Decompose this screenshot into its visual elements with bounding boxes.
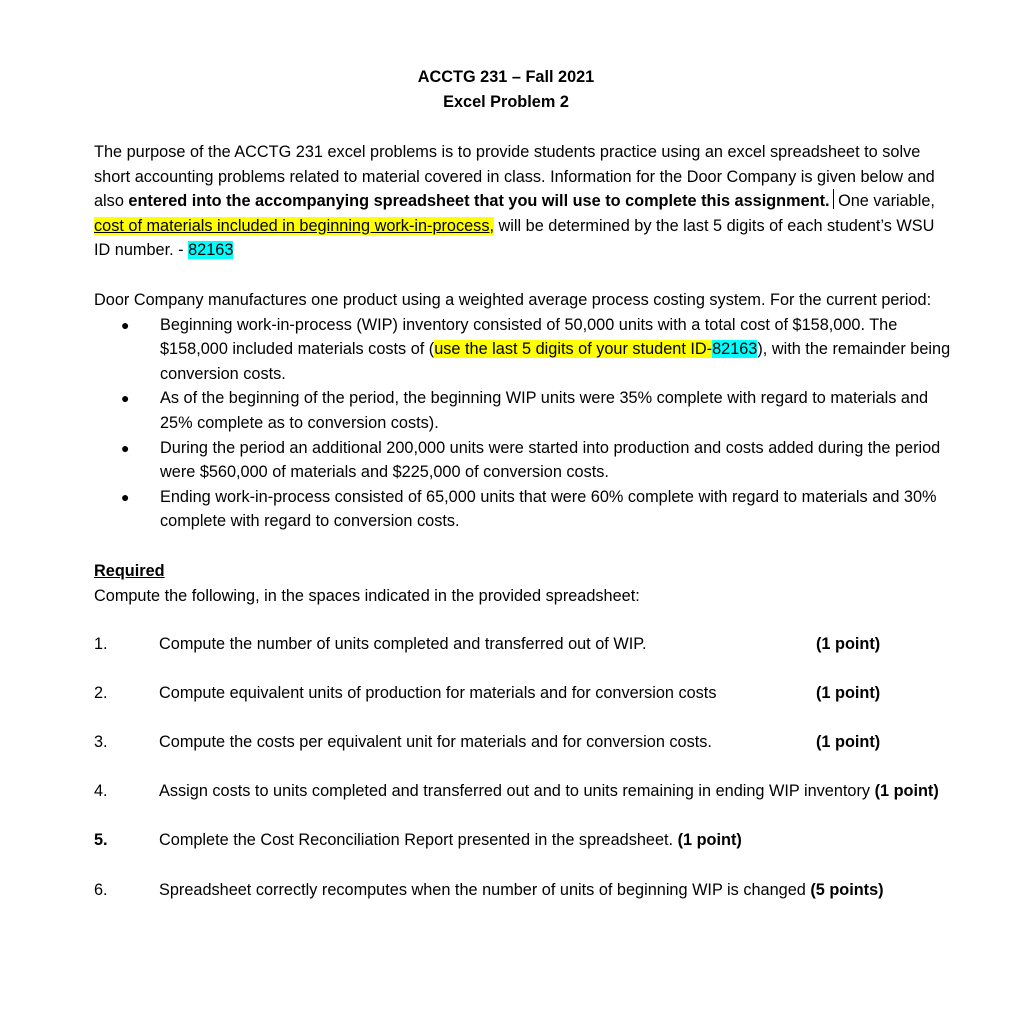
- bullet-icon: ●: [121, 390, 130, 407]
- task-item: [94, 828, 954, 853]
- intro-text-2: One variable,: [833, 192, 935, 211]
- intro-paragraph: [94, 140, 954, 263]
- task-text: Compute equivalent units of production for materials and for conversion costs: [159, 684, 717, 703]
- bullet3-text: During the period an additional 200,000 units were started into production and costs added during the period were $560,000 of materials and $225,000 of conversion costs.: [160, 438, 941, 482]
- bullet1-highlight: use the last 5 digits of your student ID-: [434, 340, 713, 359]
- task-item: [94, 878, 954, 903]
- intro-text-1: The purpose of the ACCTG 231 excel problems is to provide students practice using an excel spreadsheet to solve short accounting problems related to material covered in class. Information for the Door Company is given below and also: [94, 143, 935, 211]
- intro-bold-text: entered into the accompanying spreadsheet that you will use to complete this assignment.: [128, 192, 830, 211]
- task-item: [94, 730, 954, 755]
- required-lead: Compute the following, in the spaces indicated in the provided spreadsheet:: [94, 586, 640, 605]
- task-list: [94, 632, 954, 902]
- task-points: (1 point): [874, 782, 939, 801]
- course-title: ACCTG 231 – Fall 2021: [417, 68, 595, 86]
- task-points: (1 point): [816, 684, 881, 703]
- bullet-icon: ●: [121, 316, 130, 333]
- required-heading: Required: [94, 561, 165, 580]
- task-points: (5 points): [810, 880, 884, 899]
- bullet4-text: Ending work-in-process consisted of 65,000 units that were 60% complete with regard to materials and 30% complete with regard to conversion costs.: [160, 487, 937, 531]
- scenario-lead: Door Company manufactures one product using a weighted average process costing system. For the current period:: [94, 290, 932, 309]
- task-text: Spreadsheet correctly recomputes when the number of units of beginning WIP is changed: [159, 880, 811, 899]
- student-id-highlight: 82163: [188, 241, 234, 260]
- bullet-item: [94, 386, 954, 435]
- problem-title: Excel Problem 2: [443, 93, 569, 111]
- task-text: Compute the number of units completed and transferred out of WIP.: [159, 635, 647, 654]
- highlighted-variable: cost of materials included in beginning work-in-process,: [94, 216, 494, 235]
- bullet-icon: ●: [121, 439, 130, 456]
- task-number: 3.: [94, 733, 108, 752]
- bullet-item: [94, 485, 954, 534]
- task-item: [94, 681, 954, 706]
- task-number: 4.: [94, 782, 108, 801]
- scenario-bullets: [94, 313, 954, 534]
- task-number: 1.: [94, 635, 108, 654]
- task-item: [94, 779, 954, 804]
- document-title: [76, 65, 936, 115]
- task-number: 2.: [94, 684, 108, 703]
- bullet1-student-id: 82163: [712, 340, 758, 359]
- bullet-item: [94, 313, 954, 387]
- intro-text-3: will be determined by the last 5 digits of each student’s WSU ID number. -: [94, 216, 935, 260]
- bullet-icon: ●: [121, 488, 130, 505]
- document-page: [94, 65, 954, 927]
- bullet1-text-b: ), with the remainder being conversion costs.: [160, 340, 951, 383]
- task-points: (1 point): [816, 733, 881, 752]
- bullet2-text: As of the beginning of the period, the beginning WIP units were 35% complete with regard to materials and 25% complete as to conversion costs).: [160, 389, 929, 432]
- task-text: Assign costs to units completed and transferred out and to units remaining in ending WIP inventory: [159, 782, 875, 801]
- task-points: (1 point): [816, 635, 881, 654]
- task-number: 6.: [94, 880, 108, 899]
- task-item: [94, 632, 954, 657]
- task-points: (1 point): [677, 831, 742, 850]
- bullet-item: [94, 436, 954, 485]
- task-text: Complete the Cost Reconciliation Report presented in the spreadsheet.: [159, 831, 678, 850]
- bullet1-text-a: Beginning work-in-process (WIP) inventory consisted of 50,000 units with a total cost of $158,000. The $158,000 included materials costs of (: [160, 315, 898, 359]
- task-number: 5.: [94, 831, 108, 850]
- task-text: Compute the costs per equivalent unit for materials and for conversion costs.: [159, 733, 712, 752]
